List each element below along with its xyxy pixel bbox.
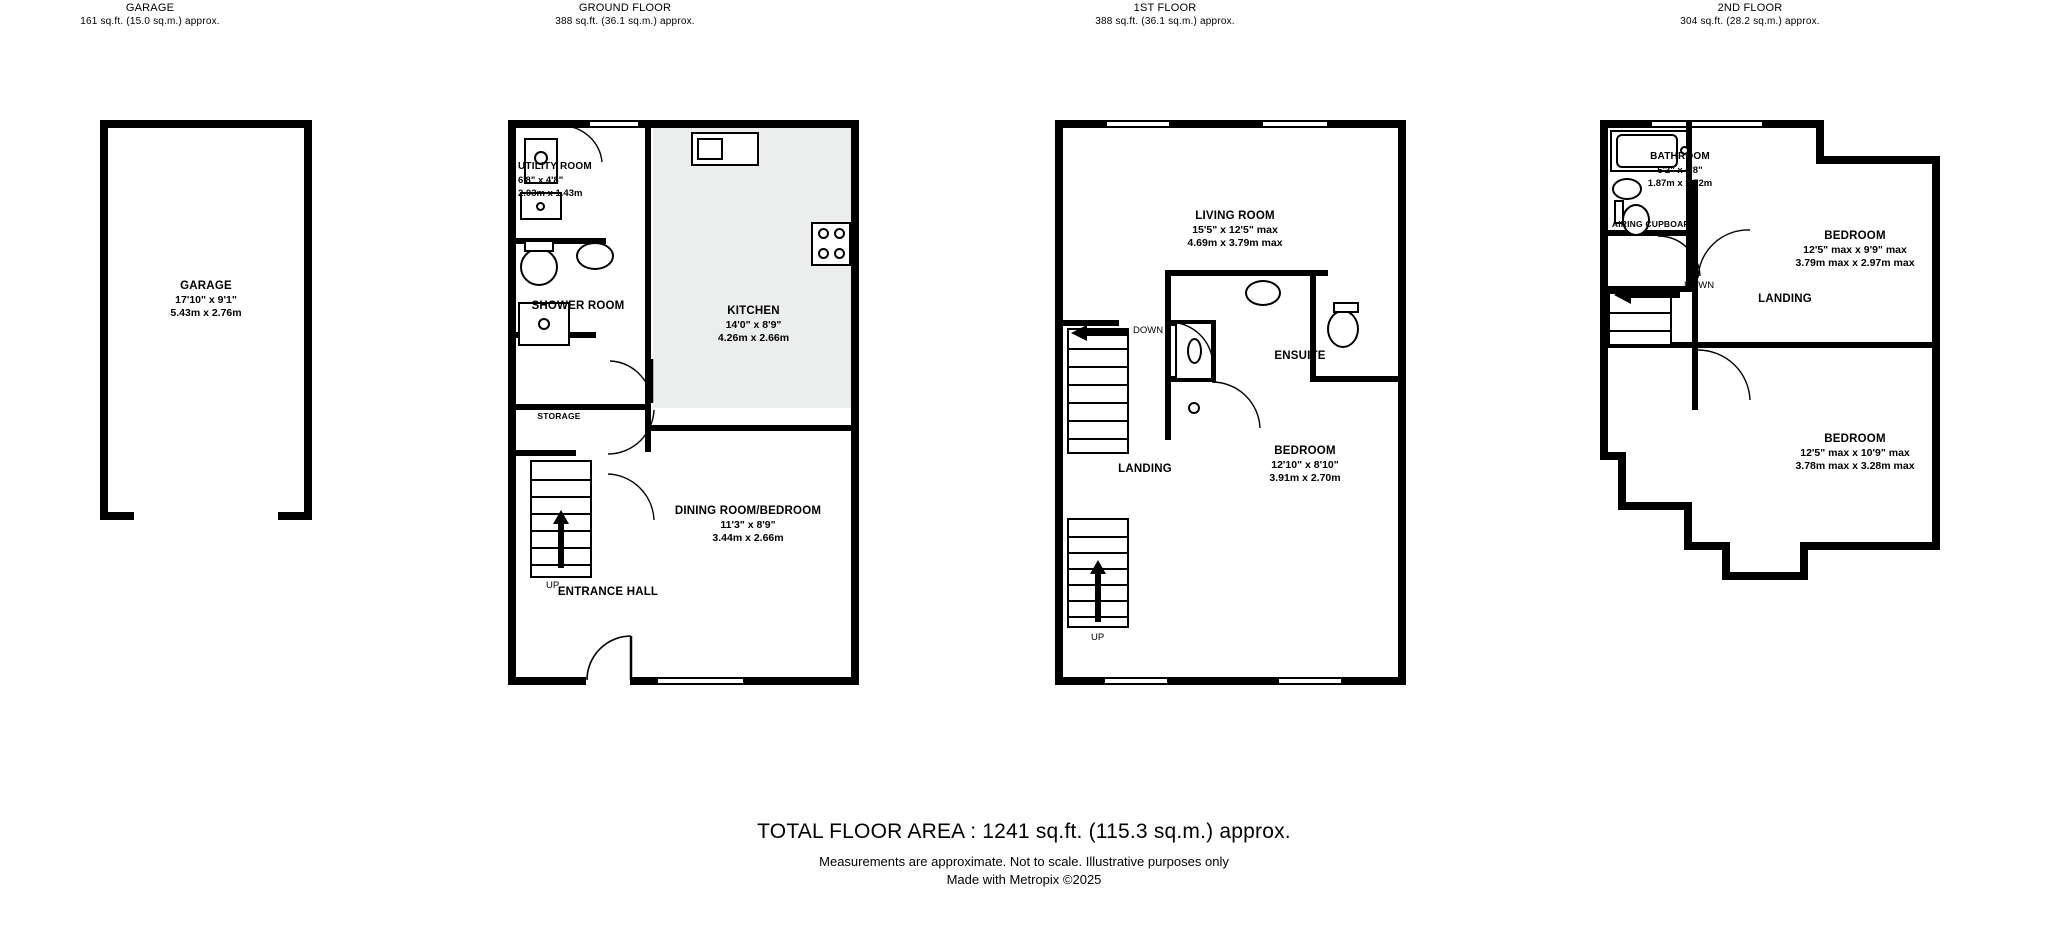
airing-cupboard-name: AIRING CUPBOARD (1611, 219, 1697, 229)
ensuite-basin-icon (1245, 280, 1281, 306)
second-window-top (1652, 120, 1762, 128)
dining-room-metric: 3.44m x 2.66m (712, 532, 784, 544)
floor-title-ground-area: 388 sq.ft. (36.1 sq.m.) approx. (555, 16, 695, 27)
storage-door-arc (604, 408, 656, 456)
hob-ring-2-icon (834, 228, 845, 239)
first-bedroom-metric: 3.91m x 2.70m (1269, 472, 1341, 484)
rear-bedroom-name: BEDROOM (1824, 433, 1886, 445)
second-landing-label (1720, 293, 1850, 307)
rear-bedroom-imperial: 12'5" max x 10'9" max (1800, 446, 1910, 459)
garage-wall-top (100, 120, 312, 128)
first-wall-top-c (1327, 120, 1406, 128)
second-wall-top-b (1762, 120, 1824, 128)
dining-room-name: DINING ROOM/BEDROOM (674, 505, 822, 517)
ground-wall-bottom-c (743, 677, 859, 685)
first-wall-bottom-c (1341, 677, 1406, 685)
second-wall-lower-g (1722, 572, 1808, 580)
shower-room-name: SHOWER ROOM (531, 300, 625, 312)
floor-title-ground-name: GROUND FLOOR (578, 2, 672, 14)
second-wall-lower-c (1618, 502, 1692, 510)
ensuite-wall-right (1310, 276, 1316, 382)
stairs-down-arrow-icon (1069, 322, 1131, 342)
toilet-bowl-icon (520, 248, 558, 286)
floor-title-first-area: 388 sq.ft. (36.1 sq.m.) approx. (1095, 16, 1235, 27)
bathroom-imperial: 6'2" x 5'8" (1657, 164, 1703, 176)
living-room-metric: 4.69m x 3.79m max (1187, 237, 1283, 249)
ground-wall-bottom-a (508, 677, 586, 685)
basin-icon (576, 242, 614, 270)
front-bedroom-label (1740, 230, 1970, 271)
bathroom-label (1600, 150, 1760, 191)
floor-title-first (1035, 2, 1295, 28)
ensuite-toilet-icon (1327, 310, 1359, 348)
hob-ring-1-icon (818, 228, 829, 239)
first-down-label: DOWN (1133, 325, 1164, 336)
rear-bedroom-door-arc (1696, 348, 1752, 402)
floor-title-second (1620, 2, 1880, 28)
plan-first-floor (1055, 120, 1410, 690)
ensuite-cistern-icon (1333, 302, 1359, 313)
first-stairs-down (1067, 328, 1129, 454)
storage-label (514, 410, 604, 424)
storage-name: STORAGE (537, 411, 581, 421)
utility-room-imperial: 6'8" x 4'8" (518, 174, 564, 186)
ensuite-wall-bottom (1310, 376, 1406, 382)
first-wall-left (1055, 120, 1063, 685)
dining-wall-top (651, 425, 859, 431)
entrance-hall-label (518, 586, 698, 600)
first-window-top-right (1263, 120, 1327, 128)
first-window-top-left (1107, 120, 1169, 128)
first-wall-right (1398, 120, 1406, 685)
ensuite-drain-icon (1188, 402, 1200, 414)
first-landing-name: LANDING (1118, 463, 1172, 475)
toilet-cistern-icon (524, 240, 554, 252)
floor-title-garage-name: GARAGE (125, 2, 175, 14)
bathroom-metric: 1.87m x 1.72m (1647, 178, 1713, 189)
ensuite-door-arc (1165, 320, 1215, 366)
rear-bedroom-label (1740, 433, 1970, 474)
ground-up-label: UP (546, 580, 560, 591)
measurement-note: Measurements are approximate. Not to scale. Illustrative purposes only (819, 854, 1229, 869)
kitchen-imperial: 14'0" x 8'9" (725, 318, 782, 331)
floor-title-garage-area: 161 sq.ft. (15.0 sq.m.) approx. (80, 16, 220, 27)
airing-cupboard-label (1594, 218, 1714, 232)
first-bedroom-name: BEDROOM (1274, 445, 1336, 457)
first-wall-bottom-b (1167, 677, 1279, 685)
second-wall-top-a (1600, 120, 1652, 128)
floor-title-first-name: 1ST FLOOR (1133, 2, 1197, 14)
first-bedroom-label (1210, 445, 1400, 486)
hob-icon (811, 222, 851, 266)
garage-room-imperial: 17'10" x 9'1" (175, 293, 237, 306)
made-with-credit: Made with Metropix ©2025 (946, 872, 1102, 887)
garage-room-metric: 5.43m x 2.76m (170, 307, 242, 319)
shower-drain-icon (538, 318, 550, 330)
plan-garage (100, 120, 315, 525)
bathroom-name: BATHROOM (1650, 151, 1710, 162)
shower-room-label (508, 300, 648, 314)
utility-room-name: UTILITY ROOM (518, 161, 592, 172)
second-wall-step-2 (1816, 156, 1940, 164)
dining-room-imperial: 11'3" x 8'9" (720, 518, 776, 531)
utility-room-label (518, 160, 658, 201)
floor-title-ground (495, 2, 755, 28)
sink-bowl-icon (697, 138, 723, 160)
second-down-label: DOWN (1684, 280, 1715, 291)
first-window-bottom-left (1105, 677, 1167, 685)
first-wall-top-a (1055, 120, 1107, 128)
garage-wall-bottom-left (100, 512, 134, 520)
living-room-label (1115, 210, 1355, 251)
front-door-arc (586, 633, 636, 681)
entrance-hall-name: ENTRANCE HALL (557, 586, 659, 598)
second-wall-lower-i (1800, 542, 1940, 550)
first-bedroom-imperial: 12'10" x 8'10" (1271, 458, 1339, 471)
kitchen-label (656, 305, 851, 346)
first-window-bottom-right (1279, 677, 1341, 685)
ensuite-name: ENSUITE (1274, 350, 1326, 362)
first-wall-bottom-a (1055, 677, 1105, 685)
front-bedroom-metric: 3.79m max x 2.97m max (1795, 257, 1915, 269)
rear-bedroom-metric: 3.78m max x 3.28m max (1795, 460, 1915, 472)
kitchen-metric: 4.26m x 2.66m (717, 332, 790, 344)
ground-wall-top-b (638, 120, 859, 128)
dining-room-label (638, 505, 858, 546)
plan-second-floor (1600, 120, 1960, 640)
first-landing-label (1085, 463, 1205, 477)
living-room-name: LIVING ROOM (1195, 210, 1275, 222)
utility-room-metric: 2.03m x 1.43m (518, 188, 583, 199)
hob-ring-3-icon (818, 248, 829, 259)
second-wall-right (1932, 156, 1940, 460)
front-bedroom-imperial: 12'5" max x 9'9" max (1803, 243, 1907, 256)
plan-ground-floor (508, 120, 863, 690)
floor-title-second-area: 304 sq.ft. (28.2 sq.m.) approx. (1680, 16, 1820, 27)
ensuite-wall-top (1165, 270, 1328, 276)
first-wall-top-b (1169, 120, 1263, 128)
hob-ring-4-icon (834, 248, 845, 259)
stairs-up-arrow-icon-first (1089, 558, 1107, 624)
storage-wall-top (516, 450, 576, 456)
ground-wall-left (508, 120, 516, 685)
shower-door-arc (608, 353, 654, 405)
garage-room-label (106, 280, 306, 321)
floor-title-second-name: 2ND FLOOR (1717, 2, 1783, 14)
utility-sink-plug-icon (536, 202, 545, 211)
second-landing-name: LANDING (1758, 293, 1812, 305)
garage-wall-bottom-right (278, 512, 312, 520)
total-floor-area: TOTAL FLOOR AREA : 1241 sq.ft. (115.3 sq.m.) approx. (757, 820, 1291, 843)
stairs-up-arrow-icon (552, 508, 570, 570)
kitchen-name: KITCHEN (727, 305, 780, 317)
ground-wall-right (851, 120, 859, 685)
ensuite-label (1240, 350, 1360, 364)
living-room-imperial: 15'5" x 12'5" max (1192, 223, 1278, 236)
garage-room-name: GARAGE (180, 280, 232, 292)
second-down-arrow-icon (1612, 284, 1682, 304)
utility-door-arc (558, 124, 608, 164)
front-bedroom-name: BEDROOM (1824, 230, 1886, 242)
kitchen-floor-fill (653, 126, 851, 408)
bedroom-door-arc (1210, 380, 1262, 430)
first-up-label: UP (1091, 632, 1105, 643)
ground-window-front (658, 677, 743, 685)
floor-title-garage (20, 2, 280, 28)
